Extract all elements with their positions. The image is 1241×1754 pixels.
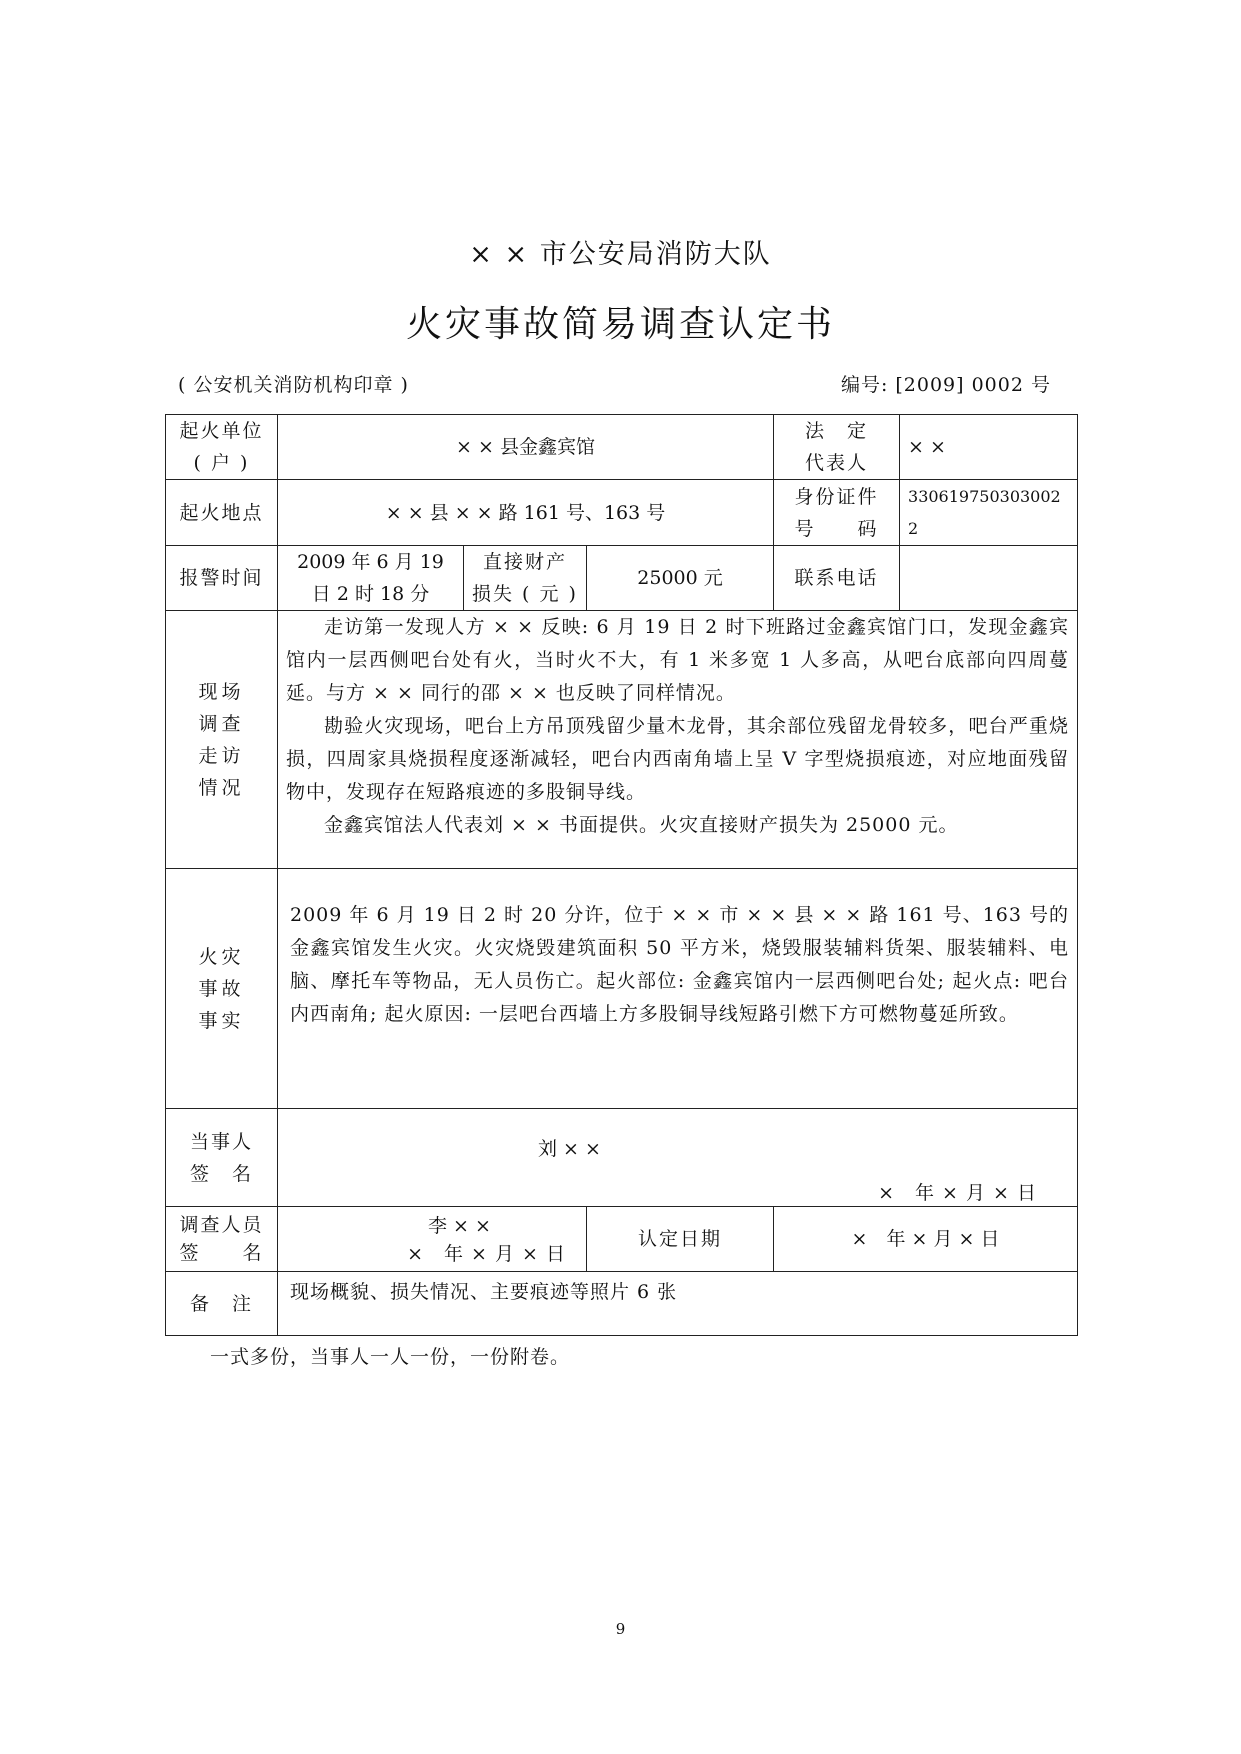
legal-rep-value: × × <box>900 415 1078 480</box>
investigation-paragraph-3: 金鑫宾馆法人代表刘 × × 书面提供。火灾直接财产损失为 25000 元。 <box>324 814 959 836</box>
party-signature-label <box>166 1109 278 1207</box>
id-number-label-line2: 号 码 <box>794 517 879 540</box>
investigation-label-1: 现场 <box>198 680 245 703</box>
alarm-time-value <box>278 546 464 611</box>
row-alarm-time <box>166 546 1078 611</box>
fire-unit-label <box>166 415 278 480</box>
party-label-line2: 签 名 <box>189 1162 253 1185</box>
investigator-name: 李 × × <box>428 1215 491 1237</box>
investigation-label-4: 情况 <box>198 776 245 799</box>
id-number-value: 330619750303002​2 <box>900 480 1078 546</box>
party-name: 刘 × × <box>538 1138 601 1160</box>
row-fire-facts <box>166 869 1078 1109</box>
investigator-label-line2: 签 名 <box>179 1242 264 1264</box>
alarm-time-line2: 日 2 时 18 分 <box>311 583 430 605</box>
direct-loss-label <box>464 546 587 611</box>
fire-unit-label-line1: 起火单位 <box>179 420 264 442</box>
fire-facts-label-1: 火灾 <box>198 945 245 968</box>
investigation-form-table <box>165 414 1078 1336</box>
id-number-label <box>774 480 900 546</box>
fire-facts-label-3: 事实 <box>198 1009 245 1032</box>
investigation-content <box>278 611 1078 869</box>
direct-loss-value: 25000 元 <box>587 546 774 611</box>
remarks-label: 备 注 <box>166 1272 278 1336</box>
investigation-label <box>166 611 278 869</box>
party-sign-date: × 年 × 月 × 日 <box>878 1182 1038 1204</box>
investigation-paragraph-2: 勘验火灾现场，吧台上方吊顶残留少量木龙骨，其余部位残留龙骨较多，吧台严重烧损，四周家具烧损程度逐渐减轻，吧台内西南角墙上呈 V 字型烧损痕迹，对应地面残留物中，发现存在短路痕迹的多股铜导线。 <box>286 715 1070 803</box>
determination-date-label: 认定日期 <box>587 1207 774 1272</box>
row-remarks <box>166 1272 1078 1336</box>
id-number-label-line1: 身份证件 <box>794 485 879 508</box>
row-investigation <box>166 611 1078 869</box>
fire-unit-value: × × 县金鑫宾馆 <box>278 415 774 480</box>
investigator-label-line1: 调查人员 <box>179 1214 264 1236</box>
phone-value <box>900 546 1078 611</box>
fire-unit-label-line2: ( 户 ) <box>193 452 250 474</box>
row-investigator-signature <box>166 1207 1078 1272</box>
investigation-paragraph-1: 走访第一发现人方 × × 反映: 6 月 19 日 2 时下班路过金鑫宾馆门口，发现金鑫宾馆内一层西侧吧台处有火，当时火不大，有 1 米多宽 1 人多高，从吧台底部向四周蔓延。与方 × × 同行的邵 × × 也反映了同样情况。 <box>286 616 1070 704</box>
fire-facts-content <box>278 869 1078 1109</box>
legal-rep-label-line2: 代表人 <box>805 452 869 474</box>
agency-name: × × 市公安局消防大队 <box>469 239 772 270</box>
investigator-signature-label <box>166 1207 278 1272</box>
copies-footnote: 一式多份，当事人一人一份，一份附卷。 <box>210 1346 571 1368</box>
alarm-time-line1: 2009 年 6 月 19 <box>297 551 444 573</box>
investigation-label-3: 走访 <box>198 744 245 767</box>
fire-facts-text: 2009 年 6 月 19 日 2 时 20 分许，位于 × × 市 × × 县 × × 路 161 号、163 号的金鑫宾馆发生火灾。火灾烧毁建筑面积 50 平方米，烧毁服装辅料货架、服装辅料、电脑、摩托车等物品，无人员伤亡。起火部位: 金鑫宾馆内一层西侧吧台处; 起火点: 吧台内西南角; 起火原因: 一层吧台西墙上方多股铜导线短路引燃下方可燃物蔓延所致。 <box>290 904 1070 1025</box>
document-number: 编号: [2009] 0002 号 <box>840 374 1051 396</box>
direct-loss-label-line1: 直接财产 <box>482 551 567 573</box>
direct-loss-label-line2: 损失 ( 元 ) <box>472 583 578 605</box>
investigation-label-2: 调查 <box>198 712 245 735</box>
phone-label: 联系电话 <box>774 546 900 611</box>
investigator-sign-date: × 年 × 月 × 日 <box>407 1243 566 1265</box>
alarm-time-label: 报警时间 <box>166 546 278 611</box>
investigator-signature-cell <box>278 1207 587 1272</box>
remarks-value: 现场概貌、损失情况、主要痕迹等照片 6 张 <box>278 1272 1078 1336</box>
document-title: 火灾事故简易调查认定书 <box>405 304 835 345</box>
legal-rep-label-line1: 法 定 <box>805 420 869 442</box>
row-fire-unit <box>166 415 1078 480</box>
fire-facts-label-2: 事故 <box>198 977 245 1000</box>
determination-date-value: × 年 × 月 × 日 <box>774 1207 1078 1272</box>
fire-location-value: × × 县 × × 路 161 号、163 号 <box>278 480 774 546</box>
row-fire-location <box>166 480 1078 546</box>
page-number: 9 <box>615 1620 626 1638</box>
fire-facts-label <box>166 869 278 1109</box>
row-party-signature <box>166 1109 1078 1207</box>
fire-location-label: 起火地点 <box>166 480 278 546</box>
party-signature-cell <box>278 1109 1078 1207</box>
party-label-line1: 当事人 <box>189 1130 253 1153</box>
legal-rep-label <box>774 415 900 480</box>
seal-note: ( 公安机关消防机构印章 ) <box>178 374 409 396</box>
